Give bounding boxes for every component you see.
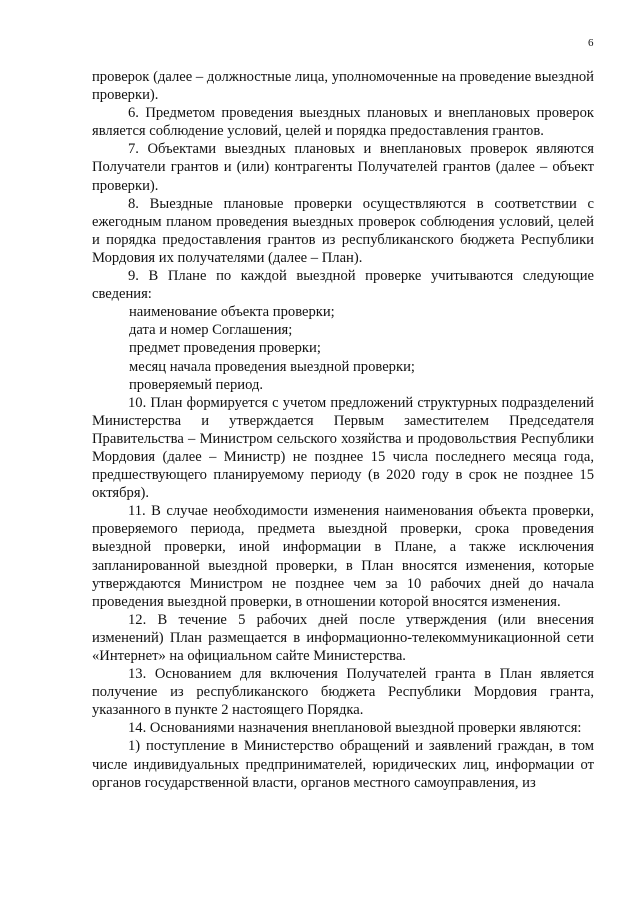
paragraph-12: 12. В течение 5 рабочих дней после утверждения (или внесения изменений) План размещается в информационно-телекоммуникационной сети «Интернет» на официальном сайте Министерства. (92, 611, 594, 664)
paragraph-14-item-1: 1) поступление в Министерство обращений и заявлений граждан, в том числе индивидуальных предпринимателей, юридических лиц, информации от органов государственной власти, органов местного самоуправления, из (92, 738, 594, 791)
paragraph-6: 6. Предметом проведения выездных плановых и внеплановых проверок является соблюдение условий, целей и порядка предоставления грантов. (92, 105, 594, 140)
paragraph-11: 11. В случае необходимости изменения наименования объекта проверки, проверяемого периода, предмета выездной проверки, срока проведения выездной проверки, иной информации в Плане, а также исключения запланированной выездной проверки, в План вносятся изменения, которые утверждаются Министром не позднее чем за 10 рабочих дней до начала проведения выездной проверки, в отношении которой вносятся изменения. (92, 503, 594, 610)
paragraph-13: 13. Основанием для включения Получателей гранта в План является получение из республиканского бюджета Республики Мордовия гранта, указанного в пункте 2 настоящего Порядка. (92, 666, 594, 719)
paragraph-continuation: проверок (далее – должностные лица, уполномоченные на проведение выездной проверки). (92, 69, 594, 104)
paragraph-14: 14. Основаниями назначения внеплановой выездной проверки являются: (128, 720, 582, 737)
list-item: месяц начала проведения выездной проверки; (129, 358, 415, 375)
list-item: предмет проведения проверки; (129, 340, 321, 357)
paragraph-8: 8. Выездные плановые проверки осуществляются в соответствии с ежегодным планом проведения выездных проверок соблюдения условий, целей и порядка предоставления грантов из республиканского бюджета Республики Мордовия их получателями (далее – План). (92, 195, 594, 266)
list-item: проверяемый период. (129, 376, 264, 393)
page-number: 6 (588, 37, 594, 49)
paragraph-9: 9. В Плане по каждой выездной проверке учитываются следующие сведения: (92, 268, 594, 303)
list-item: дата и номер Соглашения; (129, 322, 293, 339)
paragraph-10: 10. План формируется с учетом предложений структурных подразделений Министерства и утверждается Первым заместителем Председателя Правительства – Министром сельского хозяйства и продовольствия Республики Мордовия (далее – Министр) не позднее 15 числа последнего месяца года, предшествующего планируемому периоду (в 2020 году в срок не позднее 15 октября). (92, 394, 594, 502)
list-item: наименование объекта проверки; (129, 304, 335, 321)
paragraph-7: 7. Объектами выездных плановых и внеплановых проверок являются Получатели грантов и (или) контрагенты Получателей грантов (далее – объект проверки). (92, 141, 594, 194)
document-body (92, 68, 594, 792)
